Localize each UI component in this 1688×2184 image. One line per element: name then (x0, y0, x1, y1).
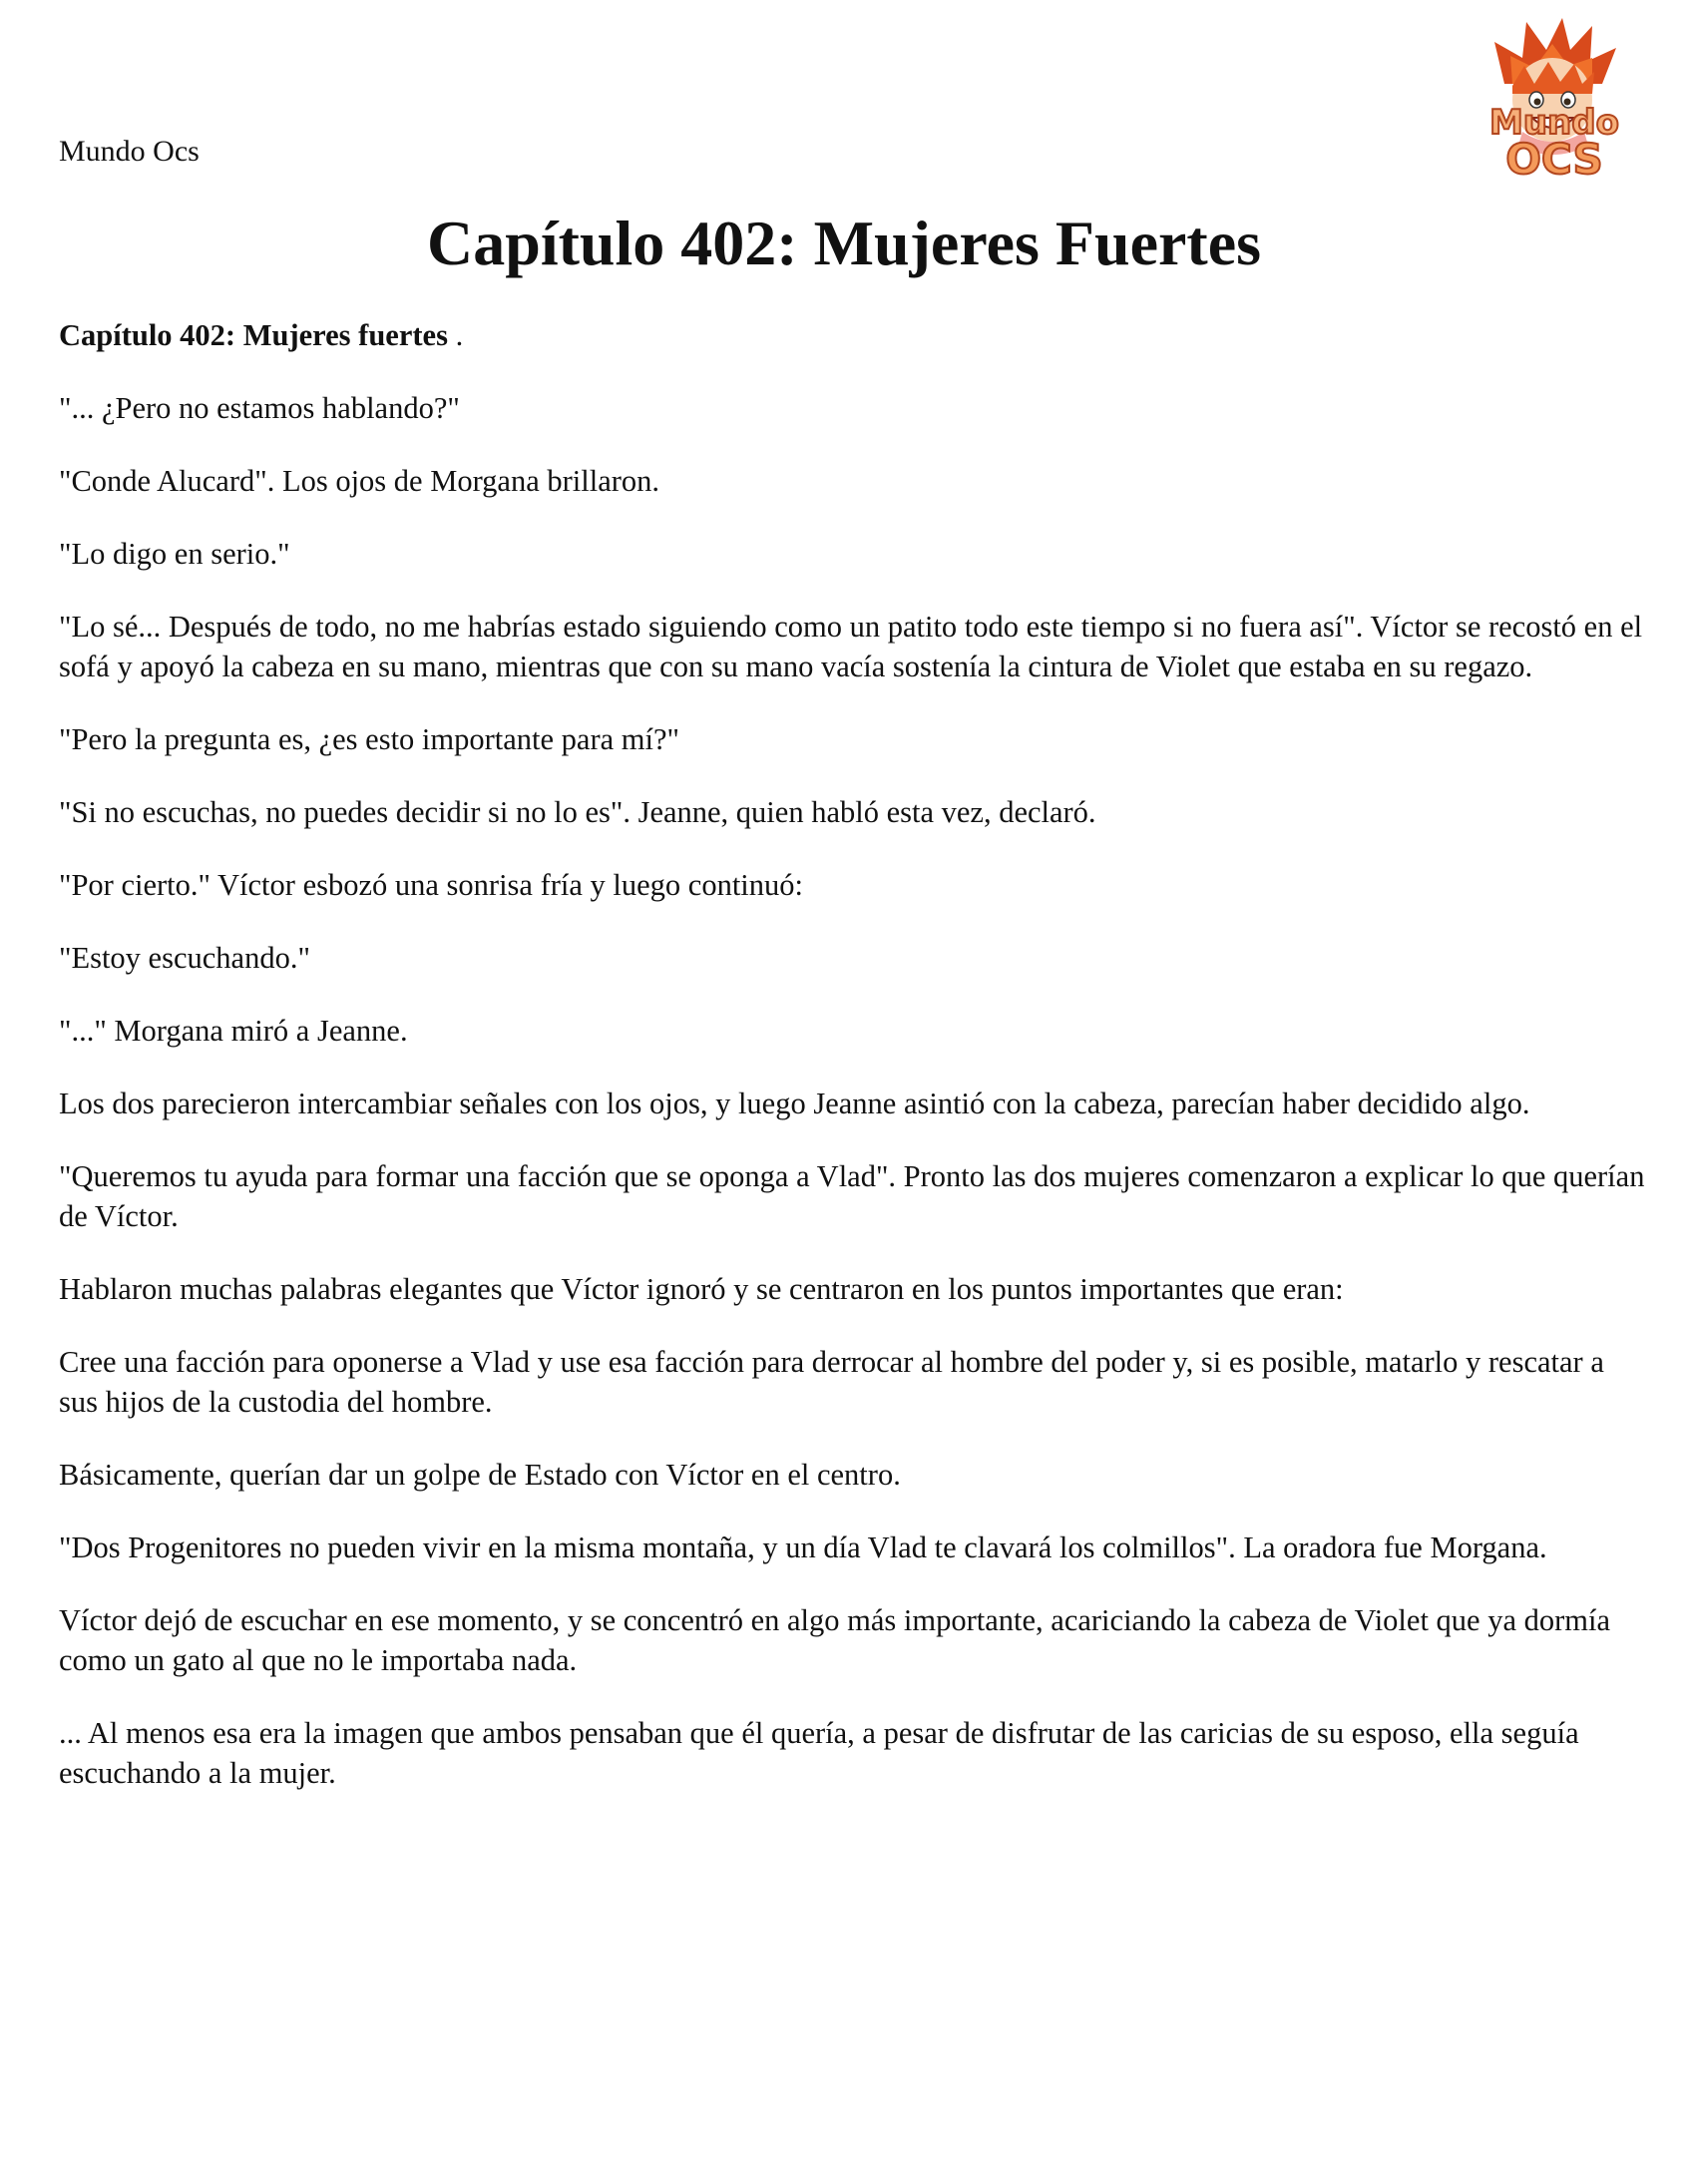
paragraph: "Pero la pregunta es, ¿es esto importante para mí?" (59, 722, 679, 756)
paragraph: "Conde Alucard". Los ojos de Morgana brillaron. (59, 464, 660, 498)
site-name: Mundo Ocs (59, 135, 200, 168)
paragraph: "Dos Progenitores no pueden vivir en la misma montaña, y un día Vlad te clavará los colmillos". La oradora fue Morgana. (59, 1530, 1547, 1564)
paragraph: Cree una facción para oponerse a Vlad y use esa facción para derrocar al hombre del poder y, si es posible, matarlo y rescatar a sus hijos de la custodia del hombre. (59, 1345, 1604, 1419)
paragraph: Los dos parecieron intercambiar señales con los ojos, y luego Jeanne asintió con la cabeza, parecían haber decidido algo. (59, 1087, 1530, 1120)
logo-text-bottom: OCS (1505, 135, 1603, 184)
paragraph: "Queremos tu ayuda para formar una facción que se oponga a Vlad". Pronto las dos mujeres comenzaron a explicar lo que querían de Víctor. (59, 1159, 1645, 1233)
paragraph: "... ¿Pero no estamos hablando?" (59, 391, 460, 425)
paragraph: "Estoy escuchando." (59, 941, 310, 975)
paragraph: "Lo digo en serio." (59, 537, 290, 571)
chapter-title: Capítulo 402: Mujeres Fuertes (427, 208, 1261, 278)
paragraph: "Por cierto." Víctor esbozó una sonrisa fría y luego continuó: (59, 868, 803, 902)
paragraph: Básicamente, querían dar un golpe de Estado con Víctor en el centro. (59, 1458, 901, 1492)
paragraph: "Lo sé... Después de todo, no me habrías estado siguiendo como un patito todo este tiempo si no fuera así". Víctor se recostó en el sofá y apoyó la cabeza en su mano, mientras que con su mano vacía sostenía la cintura de Violet que estaba en su regazo. (59, 610, 1643, 683)
logo-text-top: Mundo (1489, 103, 1619, 143)
mundo-ocs-logo (1465, 14, 1644, 186)
chapter-subtitle-bold: Capítulo 402: Mujeres fuertes (59, 318, 448, 352)
paragraph: "..." Morgana miró a Jeanne. (59, 1014, 408, 1048)
chapter-subtitle (59, 315, 1645, 355)
paragraph: Víctor dejó de escuchar en ese momento, y se concentró en algo más importante, acariciando la cabeza de Violet que ya dormía como un gato al que no le importaba nada. (59, 1603, 1611, 1677)
paragraph: Hablaron muchas palabras elegantes que Víctor ignoró y se centraron en los puntos importantes que eran: (59, 1272, 1344, 1306)
paragraph: "Si no escuchas, no puedes decidir si no lo es". Jeanne, quien habló esta vez, declaró. (59, 795, 1096, 829)
chapter-subtitle-suffix: . (447, 318, 464, 352)
chapter-body (59, 315, 1645, 1826)
paragraph: ... Al menos esa era la imagen que ambos pensaban que él quería, a pesar de disfrutar de las caricias de su esposo, ella seguía escuchando a la mujer. (59, 1716, 1579, 1790)
